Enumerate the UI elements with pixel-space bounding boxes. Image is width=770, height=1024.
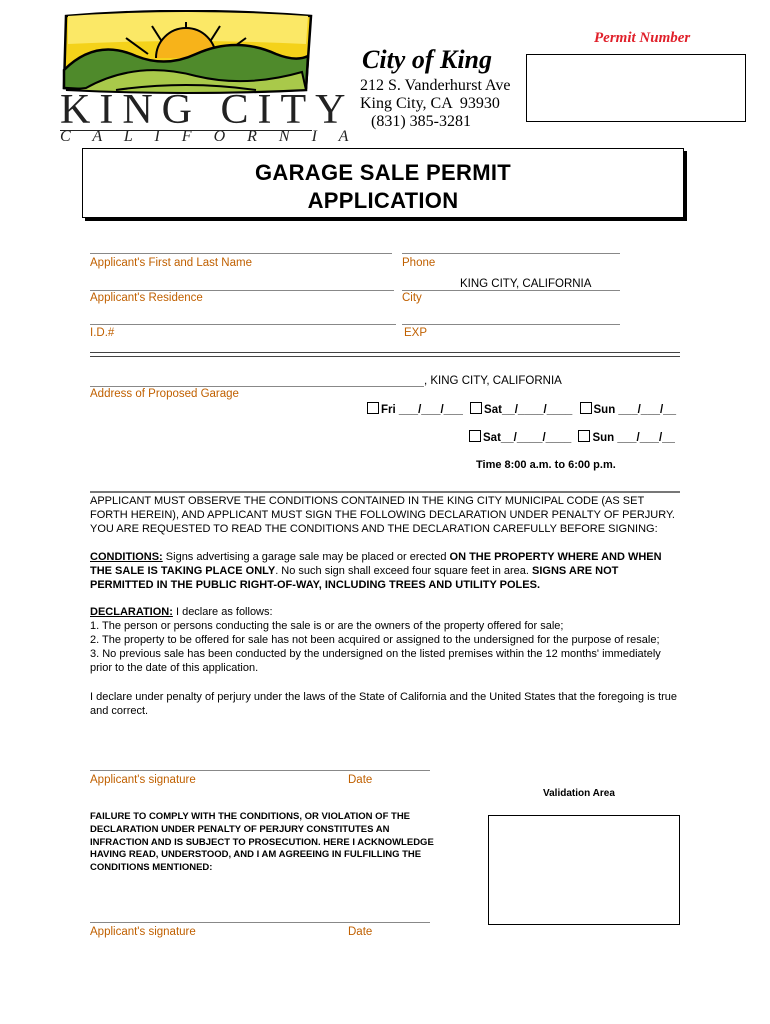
signature-field-2[interactable] <box>90 922 430 923</box>
perjury-statement: I declare under penalty of perjury under the laws of the State of California and the United States that the foregoing is true and correct. <box>90 691 678 717</box>
declaration-item1: 1. The person or persons conducting the sale is or are the owners of the property offered for sale; <box>90 620 564 632</box>
date-label: Date <box>348 774 373 786</box>
sun2-checkbox[interactable] <box>578 430 590 442</box>
sun-checkbox[interactable] <box>580 402 592 414</box>
exp-label: EXP <box>404 327 428 339</box>
phone-field[interactable] <box>402 253 620 254</box>
office-phone: (831) 385-3281 <box>371 113 471 130</box>
declaration-paragraph <box>90 605 684 675</box>
signature-label-2: Applicant's signature <box>90 926 196 938</box>
applicant-name-field[interactable] <box>90 253 392 254</box>
id-field[interactable] <box>90 324 396 325</box>
logo-city-name: KING CITY <box>60 87 355 133</box>
sun2-label: Sun ___/___/__ <box>592 432 675 444</box>
sat-label: Sat__/____/____ <box>484 404 573 416</box>
validation-label: Validation Area <box>543 788 615 799</box>
city-field[interactable] <box>402 290 620 291</box>
fri-checkbox[interactable] <box>367 402 379 414</box>
time-text: Time 8:00 a.m. to 6:00 p.m. <box>476 459 616 471</box>
sun-label: Sun ___/___/__ <box>593 404 676 416</box>
dates-row-2 <box>469 430 675 444</box>
king-city-logo <box>56 10 358 146</box>
office-name: City of King <box>362 45 493 74</box>
conditions-paragraph <box>90 550 682 592</box>
garage-address-field[interactable] <box>90 386 424 387</box>
conditions-text1: Signs advertising a garage sale may be placed or erected <box>162 551 450 563</box>
residence-field[interactable] <box>90 290 394 291</box>
title-line2: APPLICATION <box>307 188 459 213</box>
section-divider-2 <box>90 356 680 357</box>
logo-state-name: C A L I F O R N I A <box>60 128 358 145</box>
sat-checkbox[interactable] <box>470 402 482 414</box>
declaration-heading: DECLARATION: <box>90 606 173 618</box>
title-line1: GARAGE SALE PERMIT <box>255 160 511 185</box>
conditions-bold1: ON THE PROPERTY WHERE AND WHEN THE SALE IS TAKING PLACE ONLY <box>90 551 662 577</box>
permit-number-box[interactable] <box>526 54 746 122</box>
hills-sun-icon <box>56 10 318 94</box>
permit-number-label: Permit Number <box>594 30 691 46</box>
garage-city-suffix: , KING CITY, CALIFORNIA <box>424 375 562 387</box>
validation-box <box>488 815 680 925</box>
declaration-item3: 3. No previous sale has been conducted by the undersigned on the listed premises within the 12 months' immediately prior to the date of this application. <box>90 648 661 674</box>
section-divider <box>90 352 680 353</box>
body-divider <box>90 491 680 493</box>
phone-label: Phone <box>402 257 436 269</box>
declaration-item2: 2. The property to be offered for sale has not been acquired or assigned to the undersigned for the purpose of resale; <box>90 634 660 646</box>
address-line2: King City, CA 93930 <box>360 95 500 112</box>
applicant-name-label: Applicant's First and Last Name <box>90 257 252 269</box>
title-box <box>82 148 684 218</box>
city-value: KING CITY, CALIFORNIA <box>460 278 592 290</box>
fri-label: Fri ___/___/___ <box>381 404 463 416</box>
intro-text: APPLICANT MUST OBSERVE THE CONDITIONS CONTAINED IN THE KING CITY MUNICIPAL CODE (AS SET FORTH HEREIN), AND APPLICANT MUST SIGN THE FOLLOWING DECLARATION UNDER PENALTY OF PERJURY. YOU ARE REQUESTED TO READ THE CONDITIONS AND THE DECLARATION CAREFULLY BEFORE SIGNING: <box>90 495 675 535</box>
warning-text: FAILURE TO COMPLY WITH THE CONDITIONS, OR VIOLATION OF THE DECLARATION UNDER PENALTY OF PERJURY CONSTITUTES AN INFRACTION AND IS SUBJECT TO PROSECUTION. HERE I ACKNOWLEDGE HAVING READ, UNDERSTOOD, AND I AM AGREEING IN FULFILLING THE CONDITIONS MENTIONED: <box>90 811 434 874</box>
garage-address-label: Address of Proposed Garage <box>90 388 239 400</box>
exp-field[interactable] <box>402 324 620 325</box>
residence-label: Applicant's Residence <box>90 292 203 304</box>
declaration-intro: I declare as follows: <box>172 606 273 618</box>
id-label: I.D.# <box>90 327 115 339</box>
city-label: City <box>402 292 422 304</box>
date-label-2: Date <box>348 926 373 938</box>
conditions-heading: CONDITIONS: <box>90 551 163 563</box>
signature-field[interactable] <box>90 770 430 771</box>
sat2-checkbox[interactable] <box>469 430 481 442</box>
sat2-label: Sat__/____/____ <box>483 432 572 444</box>
conditions-bold2: SIGNS ARE NOT PERMITTED IN THE PUBLIC RIGHT-OF-WAY, INCLUDING TREES AND UTILITY POLES. <box>90 565 619 591</box>
dates-row-1 <box>367 402 676 416</box>
address-line1: 212 S. Vanderhurst Ave <box>360 77 511 94</box>
signature-label: Applicant's signature <box>90 774 196 786</box>
conditions-text2: . No such sign shall exceed four square feet in area. <box>275 565 533 577</box>
